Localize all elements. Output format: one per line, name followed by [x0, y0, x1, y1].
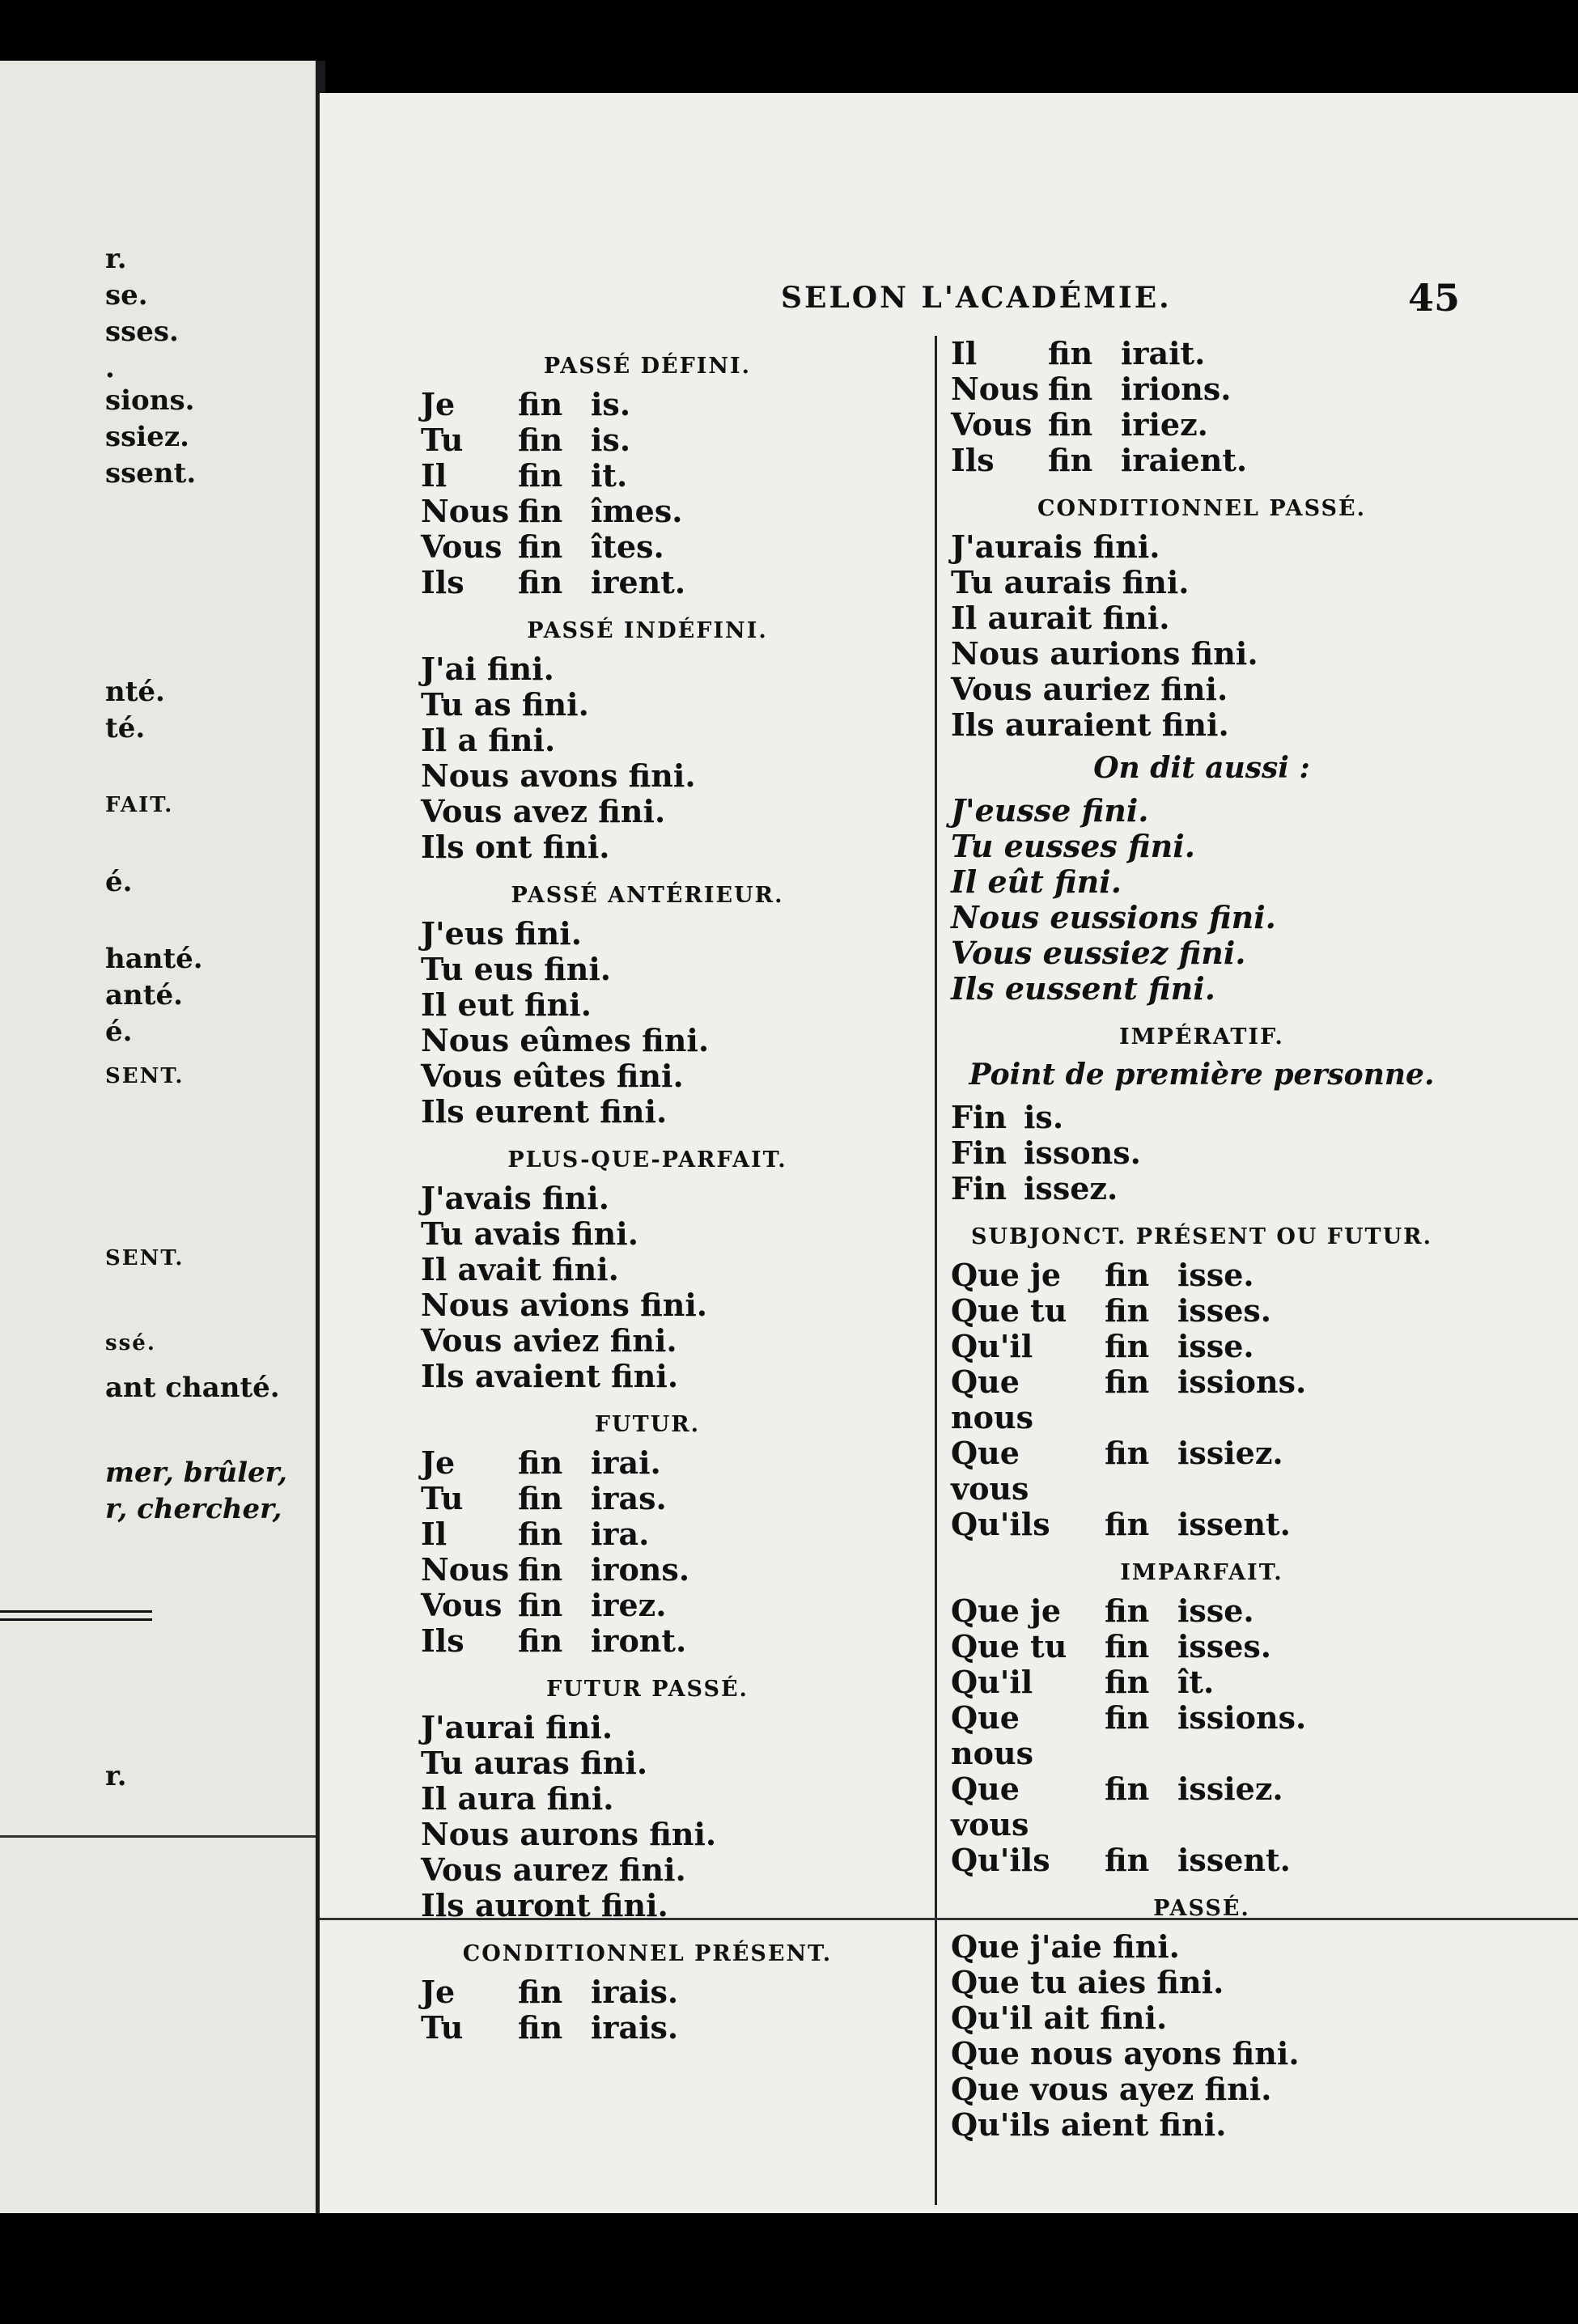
stem-cell: fin — [518, 422, 563, 458]
left-page-line: FAIT. — [105, 793, 174, 817]
conjugation-line: J'eus fini. — [421, 915, 582, 952]
conjugation-line: Nous aurons fini. — [421, 1816, 717, 1852]
stem-cell: fin — [1105, 1628, 1150, 1665]
section-heading: IMPARFAIT. — [1120, 1560, 1283, 1585]
pronoun-cell: Que vous — [951, 1435, 1029, 1507]
ending-cell: isse. — [1177, 1328, 1254, 1364]
section-conditionnel-passe — [951, 496, 1453, 743]
conjugation-row — [951, 1771, 1453, 1843]
ending-cell: issions. — [1177, 1699, 1307, 1736]
left-page-line: ssiez. — [105, 421, 189, 453]
left-page-line: mer, brûler, — [105, 1457, 287, 1489]
conjugation-row — [421, 494, 874, 529]
section-passe-indefini — [421, 618, 874, 865]
ending-cell: irez. — [591, 1587, 667, 1623]
pronoun-cell: Fin — [951, 1170, 1007, 1207]
section-heading: IMPÉRATIF. — [1119, 1024, 1284, 1050]
ending-cell: iront. — [591, 1622, 687, 1659]
conjugation-line: Ils auront fini. — [421, 1887, 668, 1923]
left-page-line: é. — [105, 1016, 133, 1048]
ending-cell: isses. — [1177, 1292, 1272, 1329]
conjugation-row — [951, 1293, 1453, 1329]
conjugation-line: Il eut fini. — [421, 986, 592, 1023]
conjugation-lines — [951, 529, 1453, 743]
section-heading: CONDITIONNEL PRÉSENT. — [462, 1941, 833, 1966]
conjugation-row — [951, 336, 1453, 371]
ending-cell: isses. — [1177, 1628, 1272, 1665]
conjugation-line: J'aurai fini. — [421, 1709, 613, 1745]
conjugation-line: Tu aurais fini. — [951, 564, 1190, 600]
section-heading: PASSÉ INDÉFINI. — [527, 618, 768, 643]
conjugation-row — [421, 2010, 874, 2046]
conjugation-line: J'eusse fini. — [951, 792, 1149, 829]
ending-cell: issions. — [1177, 1363, 1307, 1400]
running-title: SELON L'ACADÉMIE. — [781, 281, 1172, 315]
stem-cell: fin — [518, 1516, 563, 1552]
pronoun-cell: Il — [951, 335, 978, 371]
ending-cell: isse. — [1177, 1592, 1254, 1629]
pronoun-cell: Que nous — [951, 1699, 1033, 1771]
ending-cell: isse. — [1177, 1257, 1254, 1293]
pronoun-cell: Fin — [951, 1134, 1007, 1171]
conjugation-line: Il avait fini. — [421, 1251, 619, 1287]
stem-cell: fin — [1105, 1292, 1150, 1329]
stem-cell: fin — [1048, 335, 1093, 371]
pronoun-cell: Que je — [951, 1592, 1062, 1629]
conjugation-line: Ils ont fini. — [421, 829, 610, 865]
section-imperatif — [951, 1024, 1453, 1207]
conjugation-line: J'avais fini. — [421, 1180, 609, 1216]
pronoun-cell: Tu — [421, 422, 464, 458]
stem-cell: fin — [518, 457, 563, 494]
pronoun-cell: Je — [421, 386, 456, 422]
stem-cell: issez. — [1024, 1170, 1118, 1207]
conjugation-lines — [951, 1929, 1453, 2143]
stem-cell: fin — [1105, 1506, 1150, 1542]
ending-cell: issent. — [1177, 1506, 1291, 1542]
conjugation-line: Ils auraient fini. — [951, 706, 1229, 743]
conjugation-line: Vous avez fini. — [421, 793, 666, 829]
stem-cell: fin — [518, 1974, 563, 2010]
pronoun-cell: Il — [421, 1516, 448, 1552]
conjugation-line: J'ai fini. — [421, 651, 554, 687]
stem-cell: fin — [1105, 1771, 1150, 1807]
left-page-line: . — [105, 352, 115, 384]
section-on-dit-aussi — [951, 751, 1453, 1007]
pronoun-cell: Il — [421, 457, 448, 494]
pronoun-cell: Qu'il — [951, 1328, 1033, 1364]
conjugation-row — [421, 1516, 874, 1552]
pronoun-cell: Je — [421, 1444, 456, 1481]
pronoun-cell: Que tu — [951, 1628, 1067, 1665]
stem-cell: fin — [1105, 1328, 1150, 1364]
conjugation-rows — [421, 1974, 874, 2046]
left-page-line: SENT. — [105, 1246, 185, 1270]
stem-cell: is. — [1024, 1099, 1064, 1135]
section-conditionnel-present — [421, 1941, 874, 2046]
conjugation-line: Il eût fini. — [951, 863, 1122, 900]
ending-cell: irions. — [1121, 371, 1232, 407]
ending-cell: is. — [591, 386, 631, 422]
pronoun-cell: Fin — [951, 1099, 1007, 1135]
conjugation-lines — [421, 916, 874, 1130]
conjugation-row — [951, 1629, 1453, 1665]
pronoun-cell: Vous — [421, 1587, 503, 1623]
left-page-line: hanté. — [105, 943, 203, 975]
conjugation-line: Tu as fini. — [421, 686, 589, 723]
conjugation-line: Que j'aie fini. — [951, 1928, 1180, 1965]
conjugation-lines — [421, 1710, 874, 1923]
pronoun-cell: Que je — [951, 1257, 1062, 1293]
stem-cell: fin — [1105, 1592, 1150, 1629]
section-heading: PLUS-QUE-PARFAIT. — [507, 1147, 787, 1173]
conjugation-row — [421, 1445, 874, 1481]
section-heading: PASSÉ DÉFINI. — [543, 354, 752, 379]
conjugation-line: Que nous ayons fini. — [951, 2035, 1300, 2072]
column-a — [421, 336, 874, 2046]
ending-cell: irent. — [591, 564, 686, 600]
conjugation-row — [951, 1436, 1453, 1507]
left-page-line: nté. — [105, 676, 165, 708]
left-page-line: r. — [105, 243, 127, 275]
pronoun-cell: Ils — [421, 1622, 464, 1659]
conjugation-line: Il aura fini. — [421, 1780, 614, 1817]
left-page-line: anté. — [105, 979, 183, 1011]
pronoun-cell: Qu'ils — [951, 1506, 1050, 1542]
conjugation-line: Il aurait fini. — [951, 600, 1170, 636]
left-page-fragment — [0, 61, 316, 2213]
pronoun-cell: Vous — [951, 406, 1033, 443]
conjugation-row — [951, 407, 1453, 443]
pronoun-cell: Vous — [421, 528, 503, 565]
double-rule-top — [0, 1610, 152, 1613]
pronoun-cell: Tu — [421, 2009, 464, 2046]
stem-cell: fin — [1048, 371, 1093, 407]
left-page-line: ssent. — [105, 457, 197, 490]
ending-cell: irait. — [1121, 335, 1206, 371]
column-b — [951, 336, 1453, 2143]
stem-cell: fin — [1105, 1699, 1150, 1736]
stem-cell: fin — [518, 386, 563, 422]
column-divider — [935, 336, 937, 2205]
conjugation-rows — [421, 1445, 874, 1659]
stem-cell: fin — [1105, 1363, 1150, 1400]
conjugation-lines-italic — [951, 793, 1453, 1007]
section-passe — [951, 1896, 1453, 2143]
conjugation-line: Nous eussions fini. — [951, 899, 1276, 935]
stem-cell: fin — [1105, 1664, 1150, 1700]
section-imparfait — [951, 1560, 1453, 1878]
conjugation-row — [951, 371, 1453, 407]
conjugation-row — [421, 387, 874, 422]
conjugation-line: Nous aurions fini. — [951, 635, 1258, 672]
conjugation-row — [951, 1257, 1453, 1293]
conjugation-rows — [421, 387, 874, 600]
pronoun-cell: Ils — [421, 564, 464, 600]
page-number: 45 — [1408, 276, 1461, 320]
conjugation-line: Nous avions fini. — [421, 1287, 707, 1323]
conjugation-row — [421, 1481, 874, 1516]
ending-cell: irais. — [591, 2009, 679, 2046]
section-conditionnel-present-cont — [951, 336, 1453, 478]
ending-cell: ira. — [591, 1516, 650, 1552]
stem-cell: fin — [518, 528, 563, 565]
conjugation-row — [951, 1843, 1453, 1878]
stem-cell: fin — [1048, 406, 1093, 443]
pronoun-cell: Qu'ils — [951, 1842, 1050, 1878]
stem-cell: fin — [518, 1551, 563, 1588]
conjugation-row — [951, 443, 1453, 478]
conjugation-line: Vous eûtes fini. — [421, 1058, 684, 1094]
pronoun-cell: Qu'il — [951, 1664, 1033, 1700]
conjugation-row — [951, 1665, 1453, 1700]
ending-cell: iras. — [591, 1480, 667, 1516]
ending-cell: irons. — [591, 1551, 690, 1588]
stem-cell: fin — [518, 2009, 563, 2046]
ending-cell: ît. — [1177, 1664, 1215, 1700]
ending-cell: issiez. — [1177, 1435, 1283, 1471]
conjugation-line: Tu eus fini. — [421, 951, 611, 987]
left-page-line: se. — [105, 279, 148, 312]
conjugation-row — [951, 1329, 1453, 1364]
conjugation-row — [951, 1171, 1453, 1207]
pronoun-cell: Tu — [421, 1480, 464, 1516]
pronoun-cell: Je — [421, 1974, 456, 2010]
stem-cell: fin — [518, 1444, 563, 1481]
stem-cell: fin — [1105, 1435, 1150, 1471]
conjugation-line: Tu eusses fini. — [951, 828, 1195, 864]
section-futur-passe — [421, 1677, 874, 1923]
conjugation-lines — [421, 1181, 874, 1394]
pronoun-cell: Nous — [421, 493, 510, 529]
section-passe-anterieur — [421, 883, 874, 1130]
conjugation-line: Tu auras fini. — [421, 1745, 648, 1781]
conjugation-line: Qu'ils aient fini. — [951, 2106, 1227, 2143]
stem-cell: fin — [1105, 1257, 1150, 1293]
conjugation-line: Tu avais fini. — [421, 1215, 638, 1252]
conjugation-line: Que vous ayez fini. — [951, 2071, 1272, 2107]
conjugation-line: Qu'il ait fini. — [951, 2000, 1168, 2036]
ending-cell: issiez. — [1177, 1771, 1283, 1807]
conjugation-row — [421, 1974, 874, 2010]
conjugation-row — [421, 529, 874, 565]
conjugation-row — [421, 1552, 874, 1588]
conjugation-row — [421, 1623, 874, 1659]
ending-cell: issent. — [1177, 1842, 1291, 1878]
right-page — [320, 93, 1578, 2213]
ending-cell: is. — [591, 422, 631, 458]
pronoun-cell: Que vous — [951, 1771, 1029, 1843]
conjugation-line: Que tu aies fini. — [951, 1964, 1224, 2000]
stem-cell: fin — [518, 564, 563, 600]
section-plus-que-parfait — [421, 1147, 874, 1394]
conjugation-row — [951, 1507, 1453, 1542]
conjugation-row — [421, 458, 874, 494]
left-page-line: r, chercher, — [105, 1493, 282, 1525]
left-page-line: é. — [105, 866, 133, 898]
stem-cell: fin — [518, 493, 563, 529]
pronoun-cell: Nous — [421, 1551, 510, 1588]
pronoun-cell: Nous — [951, 371, 1040, 407]
section-heading: PASSÉ. — [1153, 1896, 1250, 1921]
pronoun-cell: Ils — [951, 442, 995, 478]
pronoun-cell: Que tu — [951, 1292, 1067, 1329]
stem-cell: fin — [1048, 442, 1093, 478]
left-page-line: SENT. — [105, 1064, 185, 1088]
conjugation-line: Vous aviez fini. — [421, 1322, 677, 1359]
left-page-line: té. — [105, 712, 146, 744]
section-passe-defini — [421, 354, 874, 600]
left-page-line: sses. — [105, 316, 179, 348]
stem-cell: fin — [518, 1587, 563, 1623]
conjugation-line: Ils eussent fini. — [951, 970, 1215, 1007]
conjugation-row — [951, 1700, 1453, 1771]
conjugation-row — [951, 1100, 1453, 1135]
double-rule-bottom — [0, 1618, 152, 1621]
conjugation-line: Ils avaient fini. — [421, 1358, 679, 1394]
conjugation-line: Ils eurent fini. — [421, 1093, 668, 1130]
conjugation-row — [951, 1593, 1453, 1629]
conjugation-line: Nous avons fini. — [421, 757, 696, 794]
section-futur — [421, 1412, 874, 1659]
conjugation-line: Nous eûmes fini. — [421, 1022, 710, 1058]
scan-line-left — [0, 1835, 316, 1838]
ending-cell: it. — [591, 457, 628, 494]
conjugation-line: Il a fini. — [421, 722, 556, 758]
on-dit-aussi-label: On dit aussi : — [1093, 751, 1310, 785]
stem-cell: fin — [518, 1480, 563, 1516]
conjugation-rows — [951, 1257, 1453, 1542]
left-page-line: r. — [105, 1760, 127, 1792]
conjugation-row — [951, 1135, 1453, 1171]
section-heading: CONDITIONNEL PASSÉ. — [1037, 496, 1366, 521]
conjugation-line: Vous aurez fini. — [421, 1851, 686, 1888]
section-heading: FUTUR PASSÉ. — [546, 1677, 749, 1702]
ending-cell: iriez. — [1121, 406, 1208, 443]
conjugation-line: J'aurais fini. — [951, 528, 1160, 565]
pronoun-cell: Que nous — [951, 1363, 1033, 1436]
section-heading: PASSÉ ANTÉRIEUR. — [511, 883, 784, 908]
conjugation-line: Vous auriez fini. — [951, 671, 1228, 707]
section-heading: FUTUR. — [594, 1412, 701, 1437]
ending-cell: irais. — [591, 1974, 679, 2010]
section-heading: SUBJONCT. PRÉSENT OU FUTUR. — [971, 1224, 1432, 1249]
ending-cell: îmes. — [591, 493, 683, 529]
conjugation-row — [421, 1588, 874, 1623]
ending-cell: irai. — [591, 1444, 661, 1481]
conjugation-rows — [951, 336, 1453, 478]
imperatif-note: Point de première personne. — [969, 1058, 1435, 1092]
left-page-line: ssé. — [105, 1331, 156, 1355]
section-subjonctif-present — [951, 1224, 1453, 1542]
conjugation-lines — [421, 651, 874, 865]
conjugation-row — [421, 422, 874, 458]
left-page-line: ant chanté. — [105, 1372, 280, 1404]
ending-cell: îtes. — [591, 528, 664, 565]
stem-cell: fin — [518, 1622, 563, 1659]
conjugation-rows — [951, 1100, 1453, 1207]
ending-cell: iraient. — [1121, 442, 1248, 478]
conjugation-row — [951, 1364, 1453, 1436]
stem-cell: fin — [1105, 1842, 1150, 1878]
stem-cell: issons. — [1024, 1134, 1141, 1171]
left-page-line: sions. — [105, 384, 195, 417]
conjugation-rows — [951, 1593, 1453, 1878]
conjugation-row — [421, 565, 874, 600]
conjugation-line: Vous eussiez fini. — [951, 935, 1246, 971]
